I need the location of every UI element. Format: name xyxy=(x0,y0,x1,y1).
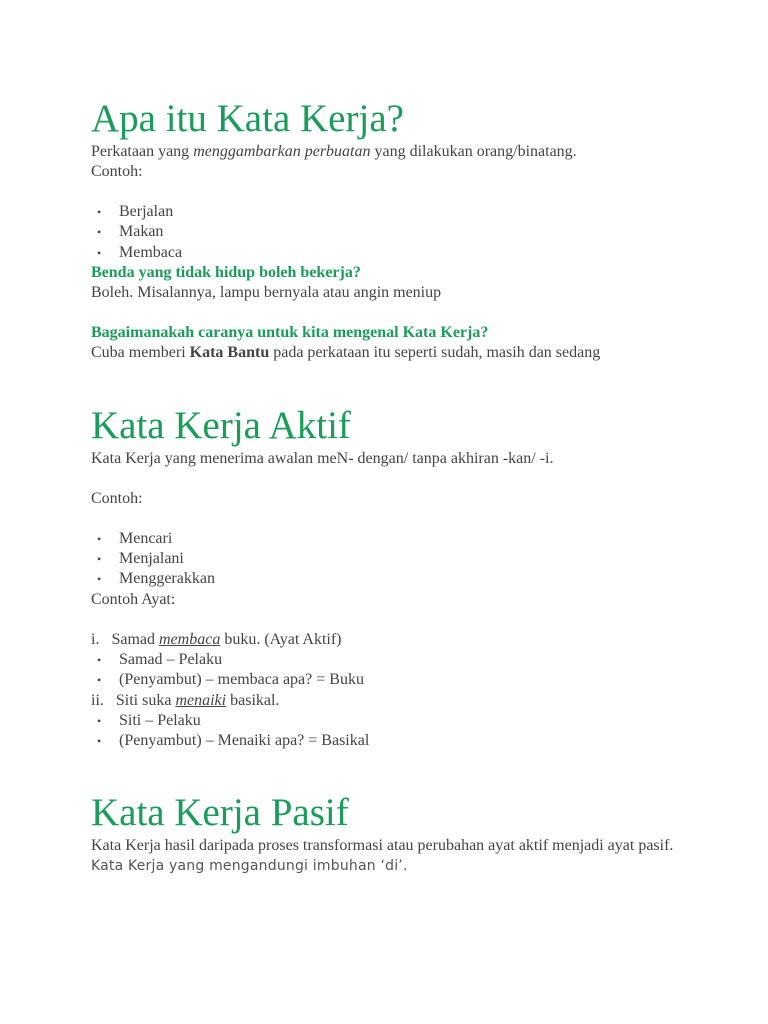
list-item: • Mencari xyxy=(91,529,691,549)
example-1-post: buku. (Ayat Aktif) xyxy=(220,630,342,648)
aktif-definition: Kata Kerja yang menerima awalan meN- dengan/ tanpa akhiran -kan/ -i. xyxy=(91,449,554,467)
list-item: • Menjalani xyxy=(91,549,691,569)
answer-2-pre: Cuba memberi xyxy=(91,343,190,361)
heading-apa-itu-kata-kerja: Apa itu Kata Kerja? xyxy=(91,97,404,140)
list-item: • Menggerakkan xyxy=(91,569,691,589)
contoh-label: Contoh: xyxy=(91,163,143,180)
heading-kata-kerja-aktif: Kata Kerja Aktif xyxy=(91,403,351,447)
example-list-2 xyxy=(91,529,691,590)
list-item: • Samad – Pelaku xyxy=(91,650,691,670)
definition-paragraph xyxy=(91,142,691,162)
definition-emphasis: menggambarkan perbuatan xyxy=(193,143,371,160)
example-2-post: basikal. xyxy=(226,691,280,709)
example-1-verb: membaca xyxy=(159,630,221,648)
list-item: • (Penyambut) – Menaiki apa? = Basikal xyxy=(91,731,691,751)
contoh-ayat-label: Contoh Ayat: xyxy=(91,590,176,608)
list-item: • Berjalan xyxy=(91,202,691,222)
example-list-1 xyxy=(91,202,691,263)
answer-2-post: pada perkataan itu seperti sudah, masih dan sedang xyxy=(269,343,601,361)
example-1-pre: i. Samad xyxy=(91,630,159,648)
example-sentence-2 xyxy=(91,691,691,711)
definition-text-pre: Perkataan yang xyxy=(91,143,194,160)
question-2: Bagaimanakah caranya untuk kita mengenal Kata Kerja? xyxy=(91,323,489,341)
definition-text-post: yang dilakukan orang/binatang. xyxy=(370,143,577,160)
document-page xyxy=(91,96,691,876)
answer-2-bold: Kata Bantu xyxy=(189,343,270,361)
answer-2 xyxy=(91,343,691,363)
heading-kata-kerja-pasif: Kata Kerja Pasif xyxy=(91,790,349,834)
example-sentence-1 xyxy=(91,630,691,650)
contoh-label-2: Contoh: xyxy=(91,489,143,507)
list-item: • Siti – Pelaku xyxy=(91,711,691,731)
question-1: Benda yang tidak hidup boleh bekerja? xyxy=(91,263,361,281)
list-item: • Membaca xyxy=(91,243,691,263)
example-1-analysis xyxy=(91,650,691,691)
answer-1: Boleh. Misalannya, lampu bernyala atau angin meniup xyxy=(91,283,442,301)
example-2-analysis xyxy=(91,711,691,752)
list-item: • (Penyambut) – membaca apa? = Buku xyxy=(91,670,691,690)
example-2-pre: ii. Siti suka xyxy=(91,691,176,709)
list-item: • Makan xyxy=(91,222,691,242)
pasif-definition: Kata Kerja hasil daripada proses transformasi atau perubahan ayat aktif menjadi ayat pasif. xyxy=(91,836,674,854)
example-2-verb: menaiki xyxy=(175,691,227,709)
pasif-definition-2: Kata Kerja yang mengandungi imbuhan ‘di’. xyxy=(91,857,408,874)
